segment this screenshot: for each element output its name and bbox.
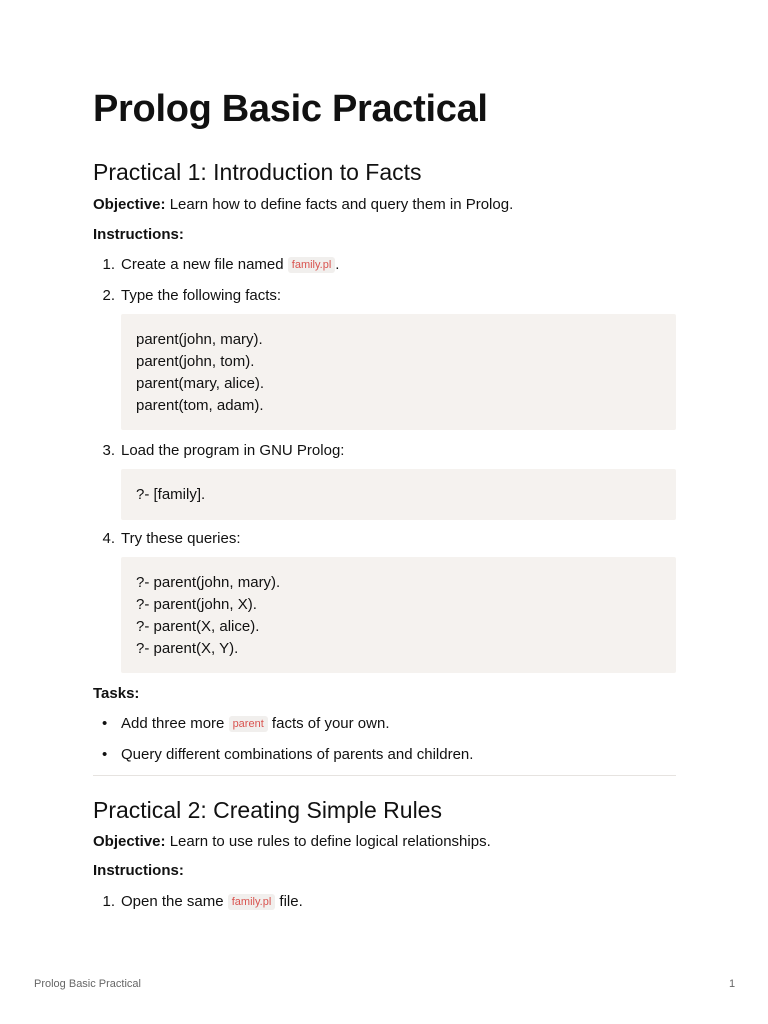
code-line: ?- parent(X, Y).: [136, 640, 239, 657]
practical-1-instructions-label: [93, 225, 184, 245]
code-line: ?- parent(john, X).: [136, 596, 257, 613]
code-line: ?- parent(john, mary).: [136, 574, 281, 591]
code-block-queries: [121, 557, 676, 673]
inline-code: parent: [229, 716, 268, 732]
list-item-text: Load the program in GNU Prolog:: [121, 442, 345, 459]
list-number: 4.: [102, 530, 115, 547]
objective-label: Objective:: [93, 196, 166, 213]
code-line: parent(john, mary).: [136, 331, 263, 348]
objective-label: Objective:: [93, 833, 166, 850]
list-item-text-post: facts of your own.: [267, 715, 390, 732]
inline-code: family.pl: [228, 894, 276, 910]
objective-text: Learn how to define facts and query them in Prolog.: [169, 196, 514, 213]
inline-code: family.pl: [288, 257, 336, 273]
list-item-text: [121, 714, 390, 734]
code-line: parent(john, tom).: [136, 353, 255, 370]
code-line: parent(tom, adam).: [136, 397, 264, 414]
list-item-text-pre: Add three more: [121, 715, 229, 732]
list-number: 1.: [102, 893, 115, 910]
list-number: 2.: [102, 287, 115, 304]
practical-2-objective: [93, 832, 491, 852]
footer-page-number: 1: [729, 978, 736, 990]
list-item-text-pre: Open the same: [121, 893, 228, 910]
code-block-load: [121, 469, 676, 520]
page-title: Prolog Basic Practical: [93, 88, 488, 130]
list-item-text-pre: Create a new file named: [121, 256, 288, 273]
instructions-label: Instructions:: [93, 226, 184, 243]
list-item-text: Try these queries:: [121, 530, 241, 547]
list-item-text-post: file.: [275, 893, 303, 910]
list-item-text: Type the following facts:: [121, 287, 282, 304]
list-item-text: Query different combinations of parents and children.: [121, 746, 474, 763]
section-divider: [93, 775, 676, 776]
footer-title: Prolog Basic Practical: [34, 978, 141, 990]
list-item-text: [121, 255, 339, 275]
practical-2-heading: Practical 2: Creating Simple Rules: [93, 797, 442, 823]
practical-1-tasks-label: [93, 684, 139, 704]
bullet-icon: •: [102, 746, 108, 763]
list-number: 3.: [102, 442, 115, 459]
instructions-label: Instructions:: [93, 862, 184, 879]
practical-1-heading: Practical 1: Introduction to Facts: [93, 159, 422, 185]
objective-text: Learn to use rules to define logical relationships.: [169, 833, 491, 850]
code-line: ?- [family].: [136, 486, 206, 503]
code-line: ?- parent(X, alice).: [136, 618, 260, 635]
practical-2-instructions-label: [93, 861, 184, 881]
tasks-label: Tasks:: [93, 685, 140, 702]
bullet-icon: •: [102, 715, 108, 732]
list-number: 1.: [102, 256, 115, 273]
code-line: parent(mary, alice).: [136, 375, 265, 392]
code-block-facts: [121, 314, 676, 430]
list-item-text-post: .: [335, 256, 340, 273]
practical-1-objective: [93, 195, 513, 215]
list-item-text: [121, 892, 303, 912]
